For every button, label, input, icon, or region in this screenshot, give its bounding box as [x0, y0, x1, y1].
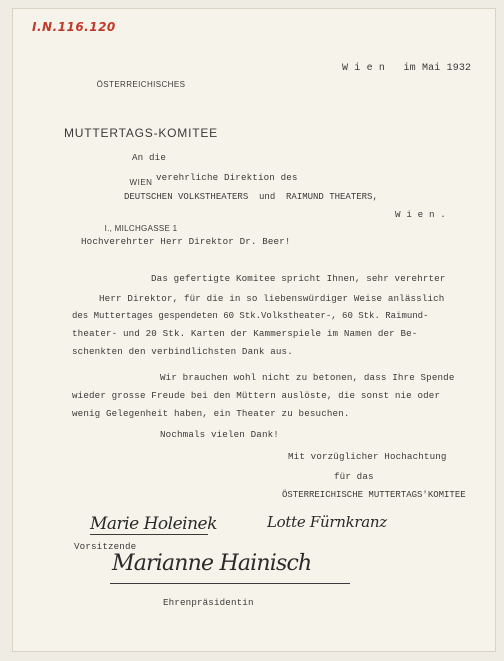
- body-line-8: wenig Gelegenheit haben, ein Theater zu besuchen.: [72, 408, 350, 419]
- title-chair: Vorsitzende: [74, 541, 137, 552]
- body-line-9: Nochmals vielen Dank!: [160, 429, 279, 440]
- closing-line-1: Mit vorzüglicher Hochachtung: [288, 451, 447, 462]
- title-honorary: Ehrenpräsidentin: [163, 597, 254, 608]
- closing-org: ÖSTERREICHISCHE MUTTERTAGS'KOMITEE: [282, 490, 466, 500]
- letter-sheet: [12, 8, 496, 652]
- body-line-2: Herr Direktor, für die in so liebenswürdiger Weise anlässlich: [99, 293, 445, 304]
- address-line-1: An die: [132, 152, 166, 163]
- address-line-2: verehrliche Direktion des: [156, 172, 298, 183]
- salutation: Hochverehrter Herr Direktor Dr. Beer!: [81, 236, 291, 247]
- letterhead-address: I., MILCHGASSE 1: [104, 224, 178, 233]
- signature-underline-2: [110, 583, 350, 584]
- signature-honorary: Marianne Hainisch: [112, 551, 312, 576]
- closing-line-2: für das: [334, 471, 374, 482]
- body-line-5: schenkten den verbindlichsten Dank aus.: [72, 346, 293, 357]
- body-line-1: Das gefertigte Komitee spricht Ihnen, sehr verehrter: [151, 273, 446, 284]
- letterhead-line-1: ÖSTERREICHISCHES: [96, 80, 186, 89]
- body-line-3: des Muttertages gespendeten 60 Stk.Volkstheater-, 60 Stk. Raimund-: [72, 311, 429, 321]
- archive-stamp: I.N.116.120: [32, 20, 116, 34]
- address-line-3: DEUTSCHEN VOLKSTHEATERS und RAIMUND THEATERS,: [124, 192, 378, 202]
- address-line-4: W i e n .: [395, 209, 446, 220]
- letterhead-city: WIEN: [129, 178, 153, 187]
- signature-underline-1: [90, 534, 208, 535]
- signature-chair: Marie Holeinek: [90, 514, 217, 534]
- body-line-4: theater- und 20 Stk. Karten der Kammerspiele im Namen der Be-: [72, 328, 418, 339]
- letterhead-org-name: MUTTERTAGS-KOMITEE: [64, 126, 218, 140]
- body-line-6: Wir brauchen wohl nicht zu betonen, dass Ihre Spende: [160, 372, 455, 383]
- body-line-7: wieder grosse Freude bei den Müttern auslöste, die sonst nie oder: [72, 390, 441, 401]
- letter-date: W i e n im Mai 1932: [342, 63, 472, 74]
- signature-second: Lotte Fürnkranz: [267, 513, 387, 531]
